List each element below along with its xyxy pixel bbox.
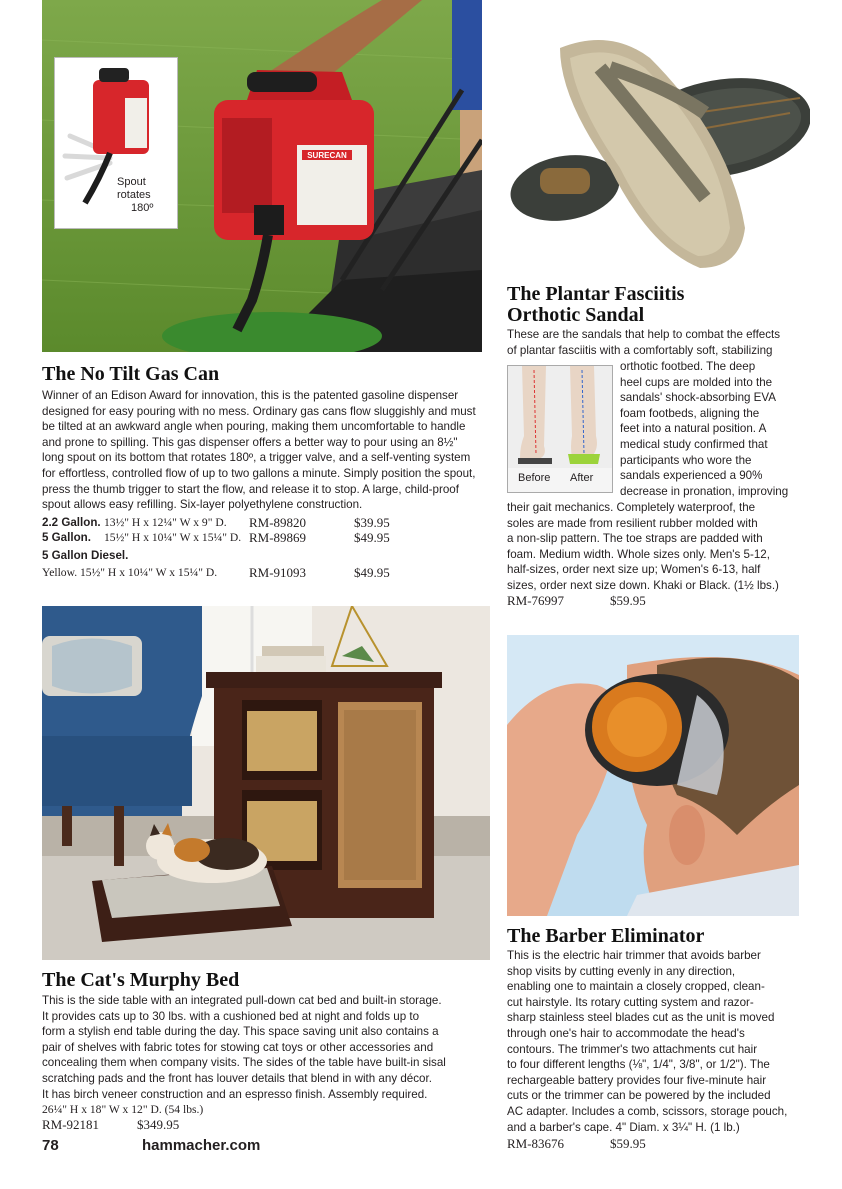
desc-line: heel cups are molded into the <box>620 375 773 389</box>
desc-line: AC adapter. Includes a comb, scissors, storage pouch, <box>507 1104 788 1118</box>
cat-bed-sku: RM-92181 <box>42 1117 100 1132</box>
before-after-inset <box>507 365 613 493</box>
variant-dims: Yellow. 15½" H x 10¼" W x 15¼" D. <box>42 566 218 579</box>
gas-can-variant-2 <box>42 530 482 545</box>
desc-line: sizes, order next size down. Khaki or Black. (1½ lbs.) <box>507 578 779 592</box>
desc-line: pair of shelves with fabric totes for stowing cat toys or other accessories and <box>42 1040 434 1054</box>
before-label: Before <box>518 472 551 484</box>
sandal-price: $59.95 <box>610 593 646 608</box>
gas-can-description: Winner of an Edison Award for innovation, this is the patented gasoline dispenser designed for easy pouring with no mess. Ordinary gas cans flow sluggishly and must be tilted at an awkward angle when pouring, making them uncomfortable to handle and prone to spilling. This gas dispenser offers a better way to pour using an 8½" long spout on its bottom that rotates 180º, a trigger valve, and a self-venting system for effortless, controlled flow of up to two gallons a minute. Simply position the spout, press the thumb trigger to start the flow, and release it to stop. A large, child-proof spout allows easy refilling. Six-layer polyethylene construction. <box>42 389 476 512</box>
desc-line: cuts or the trimmer can be powered by the included <box>507 1089 771 1103</box>
desc-line: to four different lengths (⅛", 1/4", 3/8", or 1/2"). The <box>507 1058 770 1072</box>
desc-line: shop visits by cutting evenly in any direction, <box>507 964 736 978</box>
desc-line: medical study confirmed that <box>620 437 768 451</box>
inset-caption-3: 180º <box>131 202 154 214</box>
spout-inset <box>54 57 178 229</box>
sandal-desc-top-2: of plantar fasciitis with a comfortably soft, stabilizing <box>507 344 773 357</box>
sandal-title-line2: Orthotic Sandal <box>507 304 645 326</box>
desc-line: enabling one to maintain a closely cropped, clean- <box>507 980 765 994</box>
desc-line: a non-slip pattern. The toe straps are padded with <box>507 532 763 546</box>
gas-can-variant-3 <box>42 548 482 580</box>
desc-line: sandals' shock-absorbing EVA <box>620 391 777 405</box>
site-link[interactable]: hammacher.com <box>142 1137 261 1154</box>
desc-line: orthotic footbed. The deep <box>620 360 756 373</box>
sandal-photo <box>500 28 810 278</box>
desc-line: through one's hair to accommodate the head's <box>507 1026 745 1040</box>
desc-line: foam footbeds, aligning the <box>620 406 760 420</box>
sandal-desc-side <box>620 359 810 499</box>
variant-sku: RM-89869 <box>249 530 307 545</box>
desc-line: half-sizes, order next size up; Women's 6-13, half <box>507 563 761 577</box>
barber-price: $59.95 <box>610 1136 646 1151</box>
cat-bed-description <box>42 993 492 1118</box>
desc-line: sharp stainless steel blades cut as the unit is moved <box>507 1011 775 1025</box>
desc-line: and a barber's cape. 4" Diam. x 3¼" H. (1 lb.) <box>507 1120 740 1134</box>
variant-dims: 13½" H x 12¼" W x 9" D. <box>104 516 227 529</box>
variant-name: 5 Gallon. <box>42 531 91 544</box>
variant-price: $49.95 <box>354 565 390 580</box>
desc-line: decrease in pronation, improving <box>620 484 789 498</box>
desc-line: It provides cats up to 30 lbs. with a cushioned bed at night and folds up to <box>42 1009 420 1023</box>
sandal-desc-bottom <box>507 500 807 594</box>
desc-line: scratching pads and the front has louver details that blend in with any décor. <box>42 1071 432 1085</box>
barber-description <box>507 948 807 1135</box>
cat-bed-price: $349.95 <box>137 1117 180 1132</box>
gas-can-title: The No Tilt Gas Can <box>42 363 220 385</box>
desc-line: This is the side table with an integrated pull-down cat bed and built-in storage. <box>42 994 442 1007</box>
page-number: 78 <box>42 1137 59 1154</box>
sandal-sku: RM-76997 <box>507 593 565 608</box>
desc-line: rechargeable battery provides four five-minute hair <box>507 1073 767 1087</box>
inset-caption-2: rotates <box>117 189 151 201</box>
barber-sku: RM-83676 <box>507 1136 565 1151</box>
desc-line: contours. The trimmer's two attachments cut hair <box>507 1042 758 1056</box>
gas-can-variant-1 <box>42 515 482 530</box>
desc-line: foam. Medium width. Whole sizes only. Men's 5-12, <box>507 547 770 561</box>
variant-sku: RM-89820 <box>249 515 307 530</box>
desc-line: It has birch veneer construction and an espresso finish. Assembly required. <box>42 1087 428 1101</box>
desc-line: cut hairstyle. Its rotary cutting system and razor- <box>507 995 754 1009</box>
sandal-order-row <box>507 593 807 608</box>
desc-line: participants who wore the <box>620 453 752 467</box>
cat-bed-photo <box>42 606 490 960</box>
after-label: After <box>570 472 594 484</box>
barber-title: The Barber Eliminator <box>507 925 705 947</box>
desc-line: This is the electric hair trimmer that avoids barber <box>507 949 761 962</box>
desc-line: sandals experienced a 90% <box>620 469 763 483</box>
sandal-desc-top-1: These are the sandals that help to combat the effects <box>507 328 781 341</box>
hair-trimmer-photo <box>507 635 799 916</box>
desc-line: 26¼" H x 18" W x 12" D. (54 lbs.) <box>42 1103 204 1117</box>
desc-line: form a stylish end table during the day. This space saving unit also contains a <box>42 1025 439 1039</box>
can-brand-label: SURECAN <box>307 151 347 160</box>
inset-caption-1: Spout <box>117 176 146 188</box>
cat-bed-order-row <box>42 1117 342 1132</box>
variant-name: 5 Gallon Diesel. <box>42 549 129 562</box>
variant-price: $49.95 <box>354 530 390 545</box>
desc-line: feet into a natural position. A <box>620 422 767 436</box>
sandal-title-line1: The Plantar Fasciitis <box>507 283 685 305</box>
cat-bed-title: The Cat's Murphy Bed <box>42 969 240 991</box>
desc-line: soles are made from resilient rubber molded with <box>507 516 758 530</box>
barber-order-row <box>507 1136 807 1151</box>
variant-name: 2.2 Gallon. <box>42 516 101 529</box>
desc-line: their gait mechanics. Completely waterproof, the <box>507 501 756 514</box>
variant-sku: RM-91093 <box>249 565 307 580</box>
desc-line: concealing them when company visits. The sides of the table have built-in sisal <box>42 1056 446 1070</box>
variant-dims: 15½" H x 10¼" W x 15¼" D. <box>104 531 242 544</box>
variant-price: $39.95 <box>354 515 390 530</box>
